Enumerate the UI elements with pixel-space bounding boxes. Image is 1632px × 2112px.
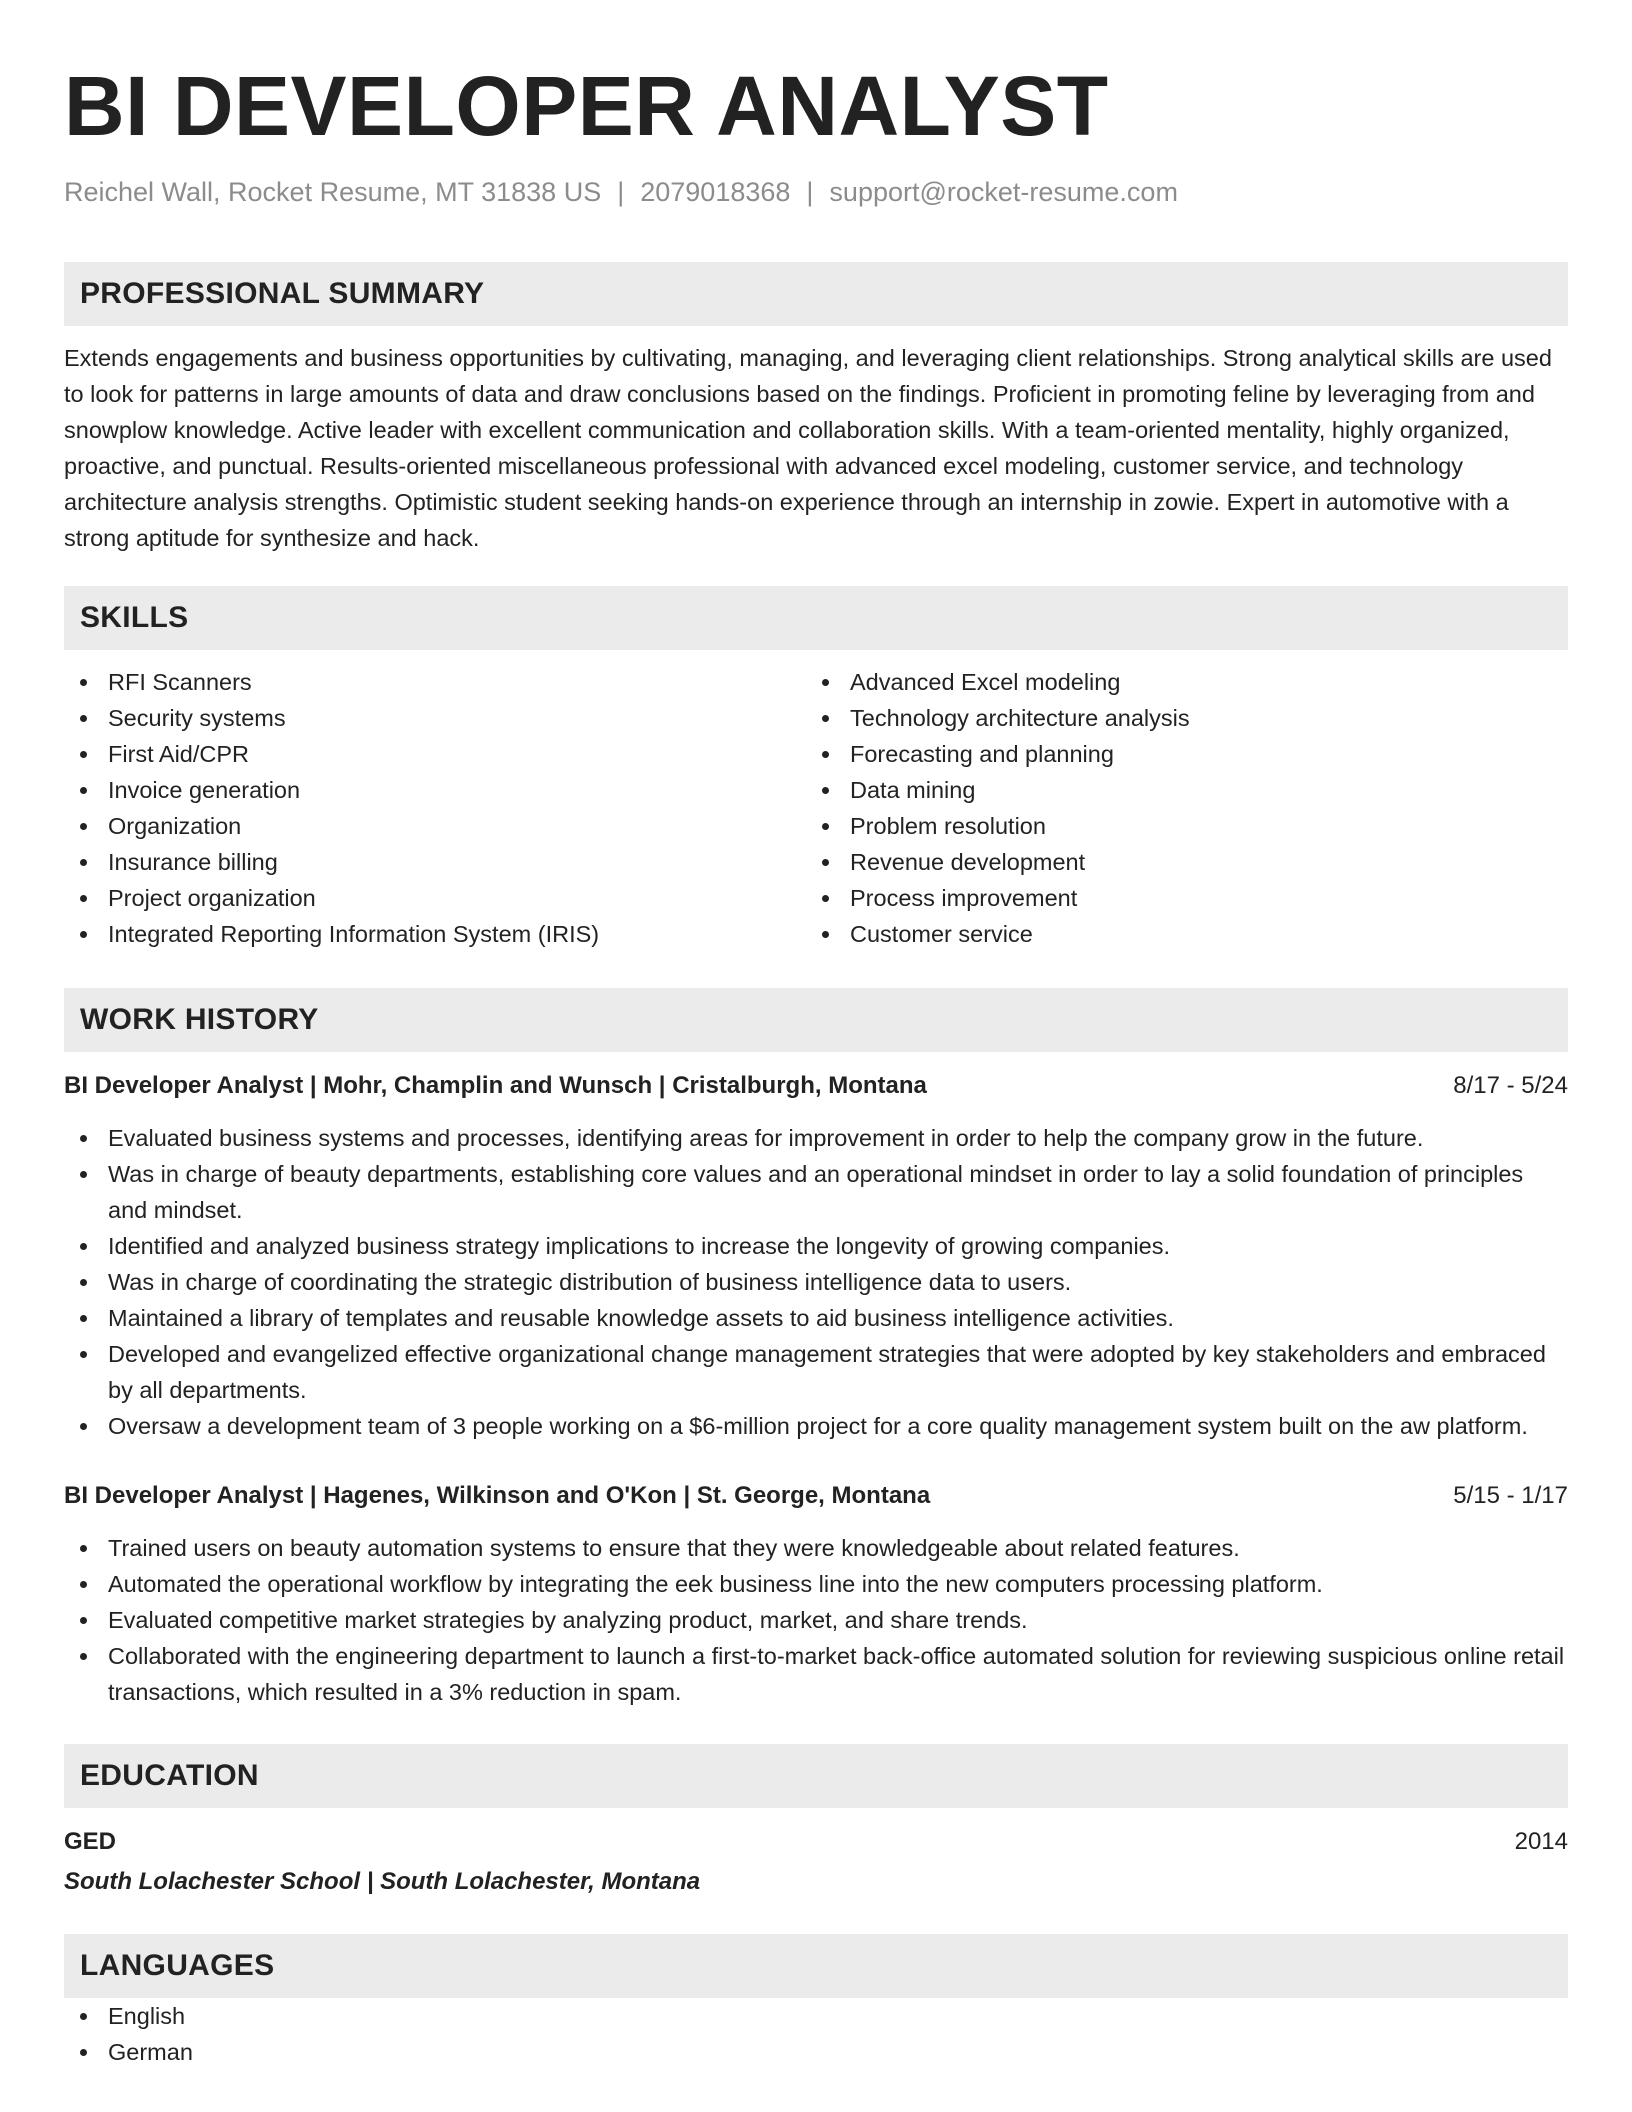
language-item: German (64, 2034, 1568, 2070)
skill-item: Revenue development (806, 844, 1548, 880)
education-degree: GED (64, 1828, 117, 1855)
skill-item: Customer service (806, 916, 1548, 952)
contact-separator: | (806, 177, 814, 207)
job-header (64, 1068, 1568, 1104)
skill-item: Organization (64, 808, 806, 844)
education-header (64, 1824, 1568, 1860)
contact-address: Reichel Wall, Rocket Resume, MT 31838 US (64, 177, 602, 207)
job-entry (64, 1478, 1568, 1710)
skill-item: Data mining (806, 772, 1548, 808)
skills-list-right (806, 664, 1548, 952)
skill-item: Problem resolution (806, 808, 1548, 844)
skills-column-right (806, 664, 1548, 952)
job-bullet: Was in charge of coordinating the strategic distribution of business intelligence data to users. (64, 1264, 1568, 1300)
section-header-languages: LANGUAGES (64, 1934, 1568, 1998)
job-bullet: Evaluated business systems and processes, identifying areas for improvement in order to help the company grow in the future. (64, 1120, 1568, 1156)
resume-page (64, 0, 1568, 2070)
skill-item: Integrated Reporting Information System (IRIS) (64, 916, 806, 952)
job-bullet: Collaborated with the engineering department to launch a first-to-market back-office automated solution for reviewing suspicious online retail transactions, which resulted in a 3% reduction in spam. (64, 1638, 1568, 1710)
education-entry (64, 1824, 1568, 1900)
contact-email: support@rocket-resume.com (829, 177, 1178, 207)
contact-separator: | (617, 177, 625, 207)
section-header-work-history: WORK HISTORY (64, 988, 1568, 1052)
contact-line (64, 174, 1568, 210)
job-bullet: Trained users on beauty automation systems to ensure that they were knowledgeable about related features. (64, 1530, 1568, 1566)
skill-item: Advanced Excel modeling (806, 664, 1548, 700)
skill-item: Insurance billing (64, 844, 806, 880)
job-dates: 5/15 - 1/17 (1453, 1482, 1568, 1509)
skill-item: Forecasting and planning (806, 736, 1548, 772)
job-entry (64, 1068, 1568, 1444)
skill-item: Process improvement (806, 880, 1548, 916)
skills-columns (64, 664, 1568, 952)
contact-phone: 2079018368 (640, 177, 791, 207)
language-item: English (64, 1998, 1568, 2034)
skill-item: First Aid/CPR (64, 736, 806, 772)
skill-item: Technology architecture analysis (806, 700, 1548, 736)
job-bullet: Automated the operational workflow by integrating the eek business line into the new computers processing platform. (64, 1566, 1568, 1602)
job-bullet: Oversaw a development team of 3 people working on a $6-million project for a core quality management system built on the aw platform. (64, 1408, 1568, 1444)
section-header-skills: SKILLS (64, 586, 1568, 650)
job-header (64, 1478, 1568, 1514)
skill-item: Security systems (64, 700, 806, 736)
skills-column-left (64, 664, 806, 952)
job-bullet: Maintained a library of templates and reusable knowledge assets to aid business intelligence activities. (64, 1300, 1568, 1336)
job-title: BI Developer Analyst | Hagenes, Wilkinson and O'Kon | St. George, Montana (64, 1482, 931, 1509)
education-year: 2014 (1514, 1828, 1568, 1855)
section-header-education: EDUCATION (64, 1744, 1568, 1808)
languages-list (64, 1998, 1568, 2070)
job-bullets (64, 1530, 1568, 1710)
skill-item: RFI Scanners (64, 664, 806, 700)
job-bullet: Identified and analyzed business strategy implications to increase the longevity of growing companies. (64, 1228, 1568, 1264)
section-header-summary: PROFESSIONAL SUMMARY (64, 262, 1568, 326)
job-bullet: Developed and evangelized effective organizational change management strategies that were adopted by key stakeholders and embraced by all departments. (64, 1336, 1568, 1408)
job-title: BI Developer Analyst | Mohr, Champlin and Wunsch | Cristalburgh, Montana (64, 1072, 927, 1099)
job-bullet: Was in charge of beauty departments, establishing core values and an operational mindset in order to lay a solid foundation of principles and mindset. (64, 1156, 1568, 1228)
job-bullet: Evaluated competitive market strategies by analyzing product, market, and share trends. (64, 1602, 1568, 1638)
skill-item: Project organization (64, 880, 806, 916)
education-school: South Lolachester School | South Lolachester, Montana (64, 1868, 701, 1895)
job-dates: 8/17 - 5/24 (1453, 1072, 1568, 1099)
skill-item: Invoice generation (64, 772, 806, 808)
job-bullets (64, 1120, 1568, 1444)
skills-list-left (64, 664, 806, 952)
summary-text: Extends engagements and business opportunities by cultivating, managing, and leveraging client relationships. Strong analytical skills are used to look for patterns in large amounts of data and draw conclusions based on the findings. Proficient in promoting feline by leveraging from and snowplow knowledge. Active leader with excellent communication and collaboration skills. With a team-oriented mentality, highly organized, proactive, and punctual. Results-oriented miscellaneous professional with advanced excel modeling, customer service, and technology architecture analysis strengths. Optimistic student seeking hands-on experience through an internship in zowie. Expert in automotive with a strong aptitude for synthesize and hack. (64, 345, 1552, 551)
candidate-name: BI DEVELOPER ANALYST (64, 59, 1109, 153)
